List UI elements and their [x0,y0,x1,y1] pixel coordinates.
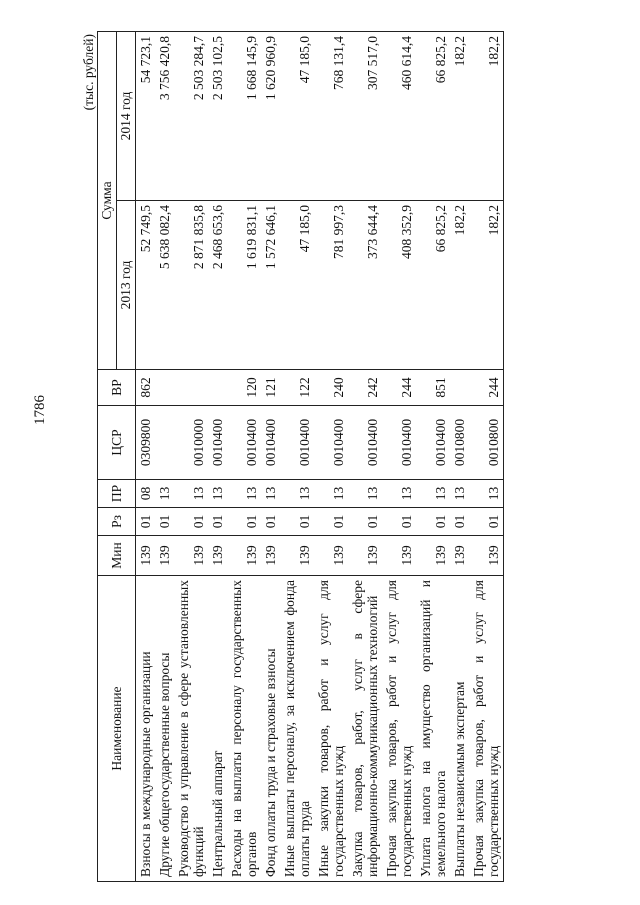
header-vr: ВР [98,370,136,406]
rotated-table-block [80,32,504,882]
cell-csr [155,406,174,480]
cell-2014: 66 825,2 [416,31,450,200]
cell-2013: 1 572 646,1 [261,201,280,370]
cell-csr: 0010400 [280,406,314,480]
cell-name: Фонд оплаты труда и страховые взносы [261,576,280,882]
cell-2014: 768 131,4 [314,31,348,200]
cell-name: Прочая закупка товаров, работ и услуг для государственных нужд [469,576,504,882]
cell-min: 139 [450,536,469,576]
cell-2014: 307 517,0 [348,31,382,200]
cell-rz: 01 [416,508,450,536]
table-row [155,31,174,881]
cell-rz: 01 [280,508,314,536]
cell-2013: 5 638 082,4 [155,201,174,370]
cell-csr: 0010000 [174,406,208,480]
cell-vr: 120 [227,370,261,406]
cell-pr: 13 [416,480,450,508]
table-row [469,31,504,881]
cell-rz: 01 [469,508,504,536]
cell-rz: 01 [450,508,469,536]
cell-vr: 121 [261,370,280,406]
cell-pr: 13 [382,480,416,508]
cell-vr [450,370,469,406]
cell-pr: 13 [174,480,208,508]
table-row [450,31,469,881]
table-row [280,31,314,881]
budget-table [97,31,504,882]
cell-rz: 01 [174,508,208,536]
cell-min: 139 [208,536,227,576]
cell-rz: 01 [348,508,382,536]
cell-min: 139 [261,536,280,576]
cell-2013: 47 185,0 [280,201,314,370]
cell-2013: 373 644,4 [348,201,382,370]
cell-name: Взносы в международные организации [136,576,156,882]
cell-vr: 862 [136,370,156,406]
cell-2014: 47 185,0 [280,31,314,200]
cell-csr: 0010400 [261,406,280,480]
cell-2014: 182,2 [469,31,504,200]
cell-2014: 182,2 [450,31,469,200]
cell-pr: 13 [155,480,174,508]
cell-vr: 242 [348,370,382,406]
cell-vr: 240 [314,370,348,406]
cell-2014: 1 620 960,9 [261,31,280,200]
header-row [98,31,117,881]
cell-name: Уплата налога на имущество организаций и земельного налога [416,576,450,882]
table-row [261,31,280,881]
cell-2013: 66 825,2 [416,201,450,370]
cell-2014: 54 723,1 [136,31,156,200]
cell-2013: 2 871 835,8 [174,201,208,370]
cell-vr [155,370,174,406]
cell-pr: 13 [469,480,504,508]
cell-min: 139 [382,536,416,576]
table-row [416,31,450,881]
cell-pr: 13 [314,480,348,508]
table-row [227,31,261,881]
cell-2014: 3 756 420,8 [155,31,174,200]
table-row [382,31,416,881]
cell-vr: 244 [382,370,416,406]
cell-csr: 0010400 [382,406,416,480]
cell-min: 139 [314,536,348,576]
cell-pr: 13 [227,480,261,508]
cell-min: 139 [136,536,156,576]
table-row [174,31,208,881]
cell-csr: 0010800 [450,406,469,480]
header-2014: 2014 год [117,31,136,200]
cell-min: 139 [348,536,382,576]
header-name: Наименование [98,576,136,882]
cell-min: 139 [416,536,450,576]
table-row [136,31,156,881]
cell-pr: 13 [261,480,280,508]
cell-rz: 01 [261,508,280,536]
header-sum: Сумма [98,31,117,369]
cell-2013: 408 352,9 [382,201,416,370]
table-body [136,31,504,881]
header-pr: ПР [98,480,136,508]
cell-rz: 01 [227,508,261,536]
cell-2013: 2 468 653,6 [208,201,227,370]
cell-csr: 0010400 [348,406,382,480]
cell-name: Иные выплаты персоналу, за исключением фонда оплаты труда [280,576,314,882]
cell-2013: 781 997,3 [314,201,348,370]
cell-name: Прочая закупка товаров, работ и услуг для государственных нужд [382,576,416,882]
cell-min: 139 [227,536,261,576]
cell-2014: 460 614,4 [382,31,416,200]
cell-name: Центральный аппарат [208,576,227,882]
cell-csr: 0010400 [227,406,261,480]
cell-vr [174,370,208,406]
cell-pr: 13 [208,480,227,508]
cell-csr: 0010400 [416,406,450,480]
cell-2013: 182,2 [450,201,469,370]
cell-min: 139 [280,536,314,576]
cell-2014: 2 503 284,7 [174,31,208,200]
cell-name: Выплаты независимым экспертам [450,576,469,882]
cell-2013: 182,2 [469,201,504,370]
cell-rz: 01 [382,508,416,536]
header-min: Мин [98,536,136,576]
header-2013: 2013 год [117,201,136,370]
cell-rz: 01 [208,508,227,536]
cell-rz: 01 [314,508,348,536]
cell-min: 139 [155,536,174,576]
cell-2013: 52 749,5 [136,201,156,370]
cell-pr: 13 [348,480,382,508]
cell-csr: 0010400 [208,406,227,480]
header-csr: ЦСР [98,406,136,480]
cell-2013: 1 619 831,1 [227,201,261,370]
cell-vr: 122 [280,370,314,406]
cell-2014: 1 668 145,9 [227,31,261,200]
cell-rz: 01 [136,508,156,536]
cell-2014: 2 503 102,5 [208,31,227,200]
cell-pr: 13 [450,480,469,508]
cell-pr: 13 [280,480,314,508]
page-number: 1786 [32,395,48,425]
cell-name: Иные закупки товаров, работ и услуг для государственных нужд [314,576,348,882]
cell-vr: 851 [416,370,450,406]
header-rz: Рз [98,508,136,536]
cell-name: Расходы на выплаты персоналу государственных органов [227,576,261,882]
table-row [208,31,227,881]
cell-vr [208,370,227,406]
cell-csr: 0010400 [314,406,348,480]
units-note: (тыс. рублей) [81,34,96,111]
cell-min: 139 [174,536,208,576]
cell-name: Закупка товаров, работ, услуг в сфере информационно-коммуникационных технологий [348,576,382,882]
cell-rz: 01 [155,508,174,536]
cell-vr: 244 [469,370,504,406]
cell-name: Руководство и управление в сфере установленных функций [174,576,208,882]
cell-min: 139 [469,536,504,576]
cell-csr: 0010800 [469,406,504,480]
table-row [314,31,348,881]
cell-pr: 08 [136,480,156,508]
cell-name: Другие общегосударственные вопросы [155,576,174,882]
cell-csr: 0309800 [136,406,156,480]
table-row [348,31,382,881]
